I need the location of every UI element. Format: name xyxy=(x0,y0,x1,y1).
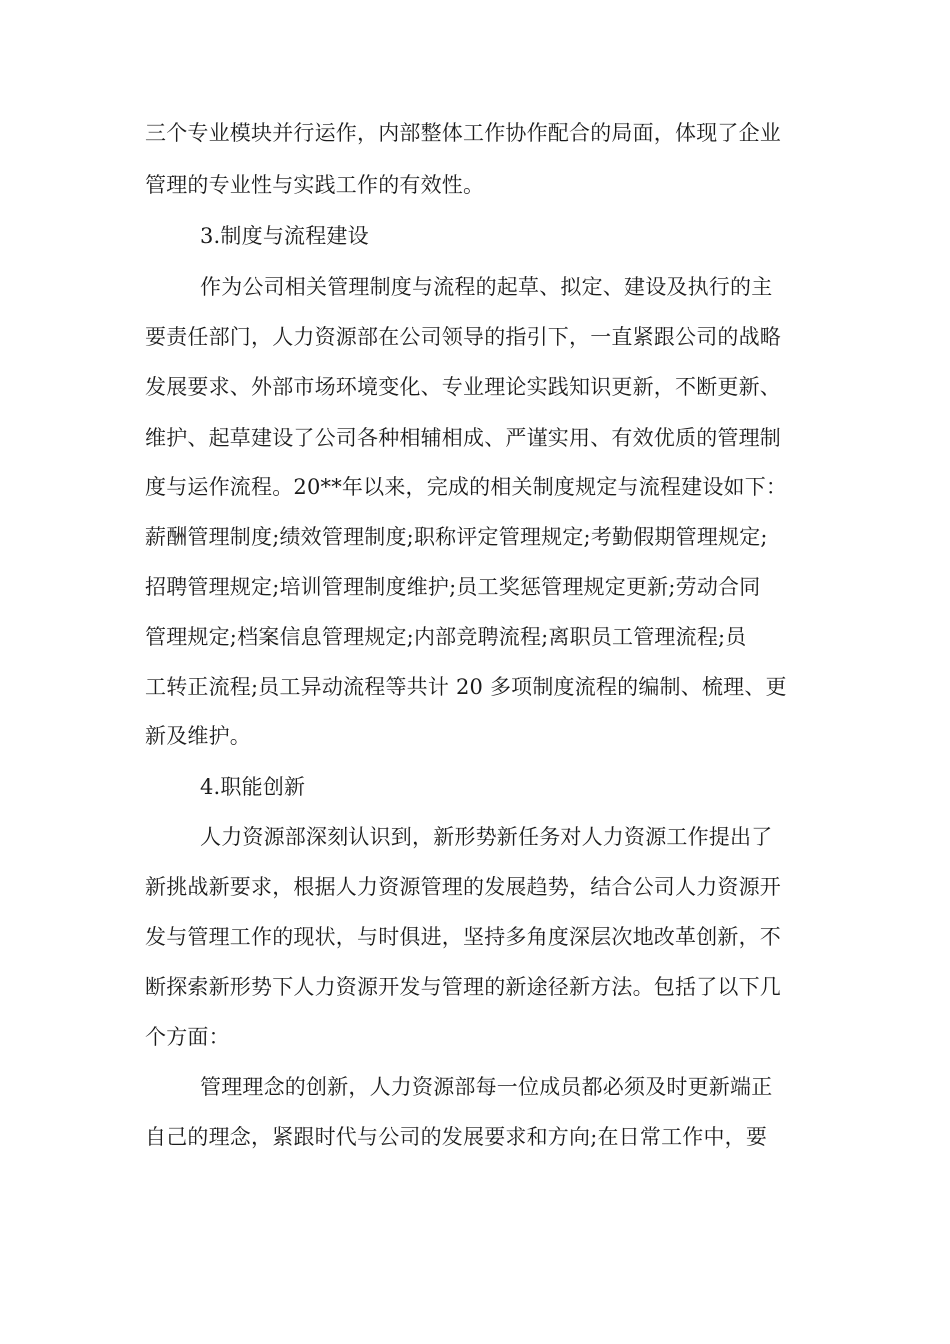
body-text-line: 断探索新形势下人力资源开发与管理的新途径新方法。包括了以下几 xyxy=(145,975,781,999)
body-text-line: 度与运作流程。20**年以来，完成的相关制度规定与流程建设如下： xyxy=(145,475,788,499)
body-text-line: 要责任部门，人力资源部在公司领导的指引下，一直紧跟公司的战略 xyxy=(145,325,781,349)
body-text-line: 个方面： xyxy=(145,1025,230,1049)
body-text-line: 发展要求、外部市场环境变化、专业理论实践知识更新，不断更新、 xyxy=(145,375,781,399)
body-text-line: 维护、起草建设了公司各种相辅相成、严谨实用、有效优质的管理制 xyxy=(145,426,781,450)
body-text-line: 新挑战新要求，根据人力资源管理的发展趋势，结合公司人力资源开 xyxy=(145,875,781,899)
paragraph-first-line: 作为公司相关管理制度与流程的起草、拟定、建设及执行的主 xyxy=(200,275,773,299)
paragraph-first-line: 管理理念的创新，人力资源部每一位成员都必须及时更新端正 xyxy=(200,1075,773,1099)
body-text-line: 三个专业模块并行运作，内部整体工作协作配合的局面，体现了企业 xyxy=(145,121,781,145)
body-text-line: 自己的理念，紧跟时代与公司的发展要求和方向;在日常工作中，要 xyxy=(145,1125,768,1149)
body-text-line: 薪酬管理制度;绩效管理制度;职称评定管理规定;考勤假期管理规定; xyxy=(145,525,768,549)
body-text-line: 管理规定;档案信息管理规定;内部竞聘流程;离职员工管理流程;员 xyxy=(145,625,747,649)
section-heading: 3.制度与流程建设 xyxy=(200,224,369,248)
paragraph-first-line: 人力资源部深刻认识到，新形势新任务对人力资源工作提出了 xyxy=(200,825,773,849)
body-text-line: 招聘管理规定;培训管理制度维护;员工奖惩管理规定更新;劳动合同 xyxy=(145,575,761,599)
body-text-line: 新及维护。 xyxy=(145,724,251,748)
body-text-line: 工转正流程;员工异动流程等共计 20 多项制度流程的编制、梳理、更 xyxy=(145,675,787,699)
body-text-line: 管理的专业性与实践工作的有效性。 xyxy=(145,173,485,197)
section-heading: 4.职能创新 xyxy=(200,775,306,799)
body-text-line: 发与管理工作的现状，与时俱进，坚持多角度深层次地改革创新，不 xyxy=(145,925,781,949)
